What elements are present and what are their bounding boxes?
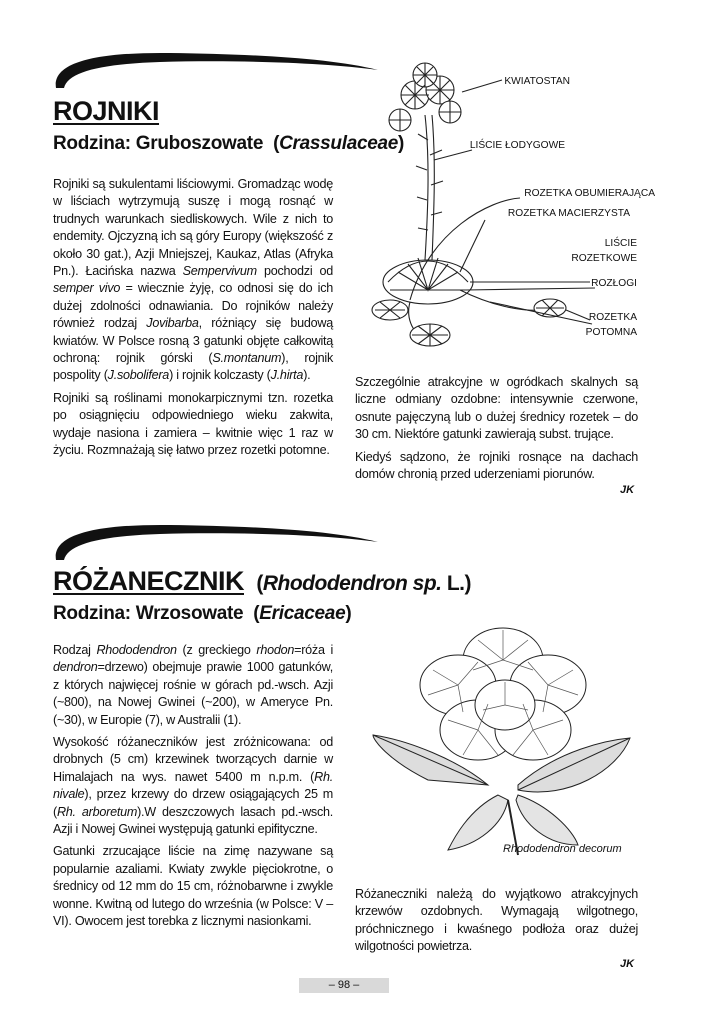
rojniki-para-1: Rojniki są sukulentami liściowymi. Gromadząc wodę w liściach wytrzymują suszę i mogą rosnąć w trudnych warunkach siedliskowych. Wile z nich to endemity. Ojczyzną ich są góry Europy (większość z około 30 gat.), Azji Mniejszej, Kaukaz, Atlas (Afryka Pn.). Łacińska nazwa Sempervivum pochodzi od semper vivo = wiecznie żyję, co odnosi się do ich dużej zdolności odnawiania. Do rojników należy również rodzaj Jovibarba, różniący się budową kwiatów. W Polsce rosną 3 gatunki objęte całkowitą ochroną: rojnik górski (S.montanum), rojnik pospolity (J.sobolifera) i rojnik kolczasty (J.hirta). [53,177,334,383]
label-rozetka-obumierajaca: ROZETKA OBUMIERAJĄCA [524,188,655,199]
signature-jk-1: JK [620,484,635,496]
label-liscie-rozetkowe: LIŚCIE ROZETKOWE [571,238,637,264]
page-number: – 98 – [299,978,389,993]
rojniki-para-3: Szczególnie atrakcyjne w ogródkach skalnych są liczne odmiany ozdobne: intensywnie czerwone, osnute pajęczyną lub o dużej średnicy rozetek – do 30 cm. Niektóre gatunki zawierają subst. trujące. [355,375,638,442]
label-rozetka-potomna: ROZETKA POTOMNA [585,312,637,338]
rojniki-para-4: Kiedyś sądzono, że rojniki rosnące na dachach domów chronią przed uderzeniami piorunów. [355,449,638,482]
rozanecznik-text-left [53,642,333,936]
swoosh-ornament-1 [50,44,380,94]
signature-jk-2: JK [620,958,635,970]
rozanecznik-para-1: Rodzaj Rhododendron (z greckiego rhodon=róża i dendron=drzewo) obejmuje prawie 1000 gatunków, z których najwięcej rośnie w górach pd.-wsch. Azji (~800), na Nowej Gwinei (~200), w Ameryce Pn. (~30), w Europie (7), w Australii (1). [53,643,334,727]
rozanecznik-text-right [355,886,638,961]
section-title-rozanecznik: RÓŻANECZNIK (Rhododendron sp. L.) [53,566,472,596]
rhododendron-illustration [368,600,633,870]
family-line-rojniki: Rodzina: Gruboszowate (Crassulaceae) [53,133,405,154]
rozanecznik-para-4: Różaneczniki należą do wyjątkowo atrakcyjnych krzewów ozdobnych. Wymagają wilgotnego, próchnicznego i kwaśnego podłoża oraz dużej wilgotności powietrza. [355,887,638,954]
rhododendron-caption: Rhododendron decorum [503,843,622,855]
rozanecznik-para-3: Gatunki zrzucające liście na zimę nazywane są popularnie azaliami. Kwiaty zwykle pięciokrotne, o średnicy od 12 mm do 15 cm, różnobarwne i zwykle wonne. Kwitną od lutego do września (w Polsce: V – VI). Owocem jest torebka z licznymi nasionkami. [53,844,333,929]
section-title-rojniki: ROJNIKI [53,96,160,126]
rozanecznik-para-2: Wysokość różaneczników jest zróżnicowana: od drobnych (5 cm) krzewinek tworzących darnie w Himalajach na wys. nawet 5400 m n.p.m. (Rh. nivale), przez krzewy do drzew osiągających 25 m (Rh. arboretum).W deszczowych lasach pd.-wsch. Azji i Nowej Gwinei występują gatunki epifityczne. [53,735,334,837]
label-kwiatostan: KWIATOSTAN [504,76,570,87]
rojniki-para-2: Rojniki są roślinami monokarpicznymi tzn. rozetka po osiągnięciu odpowiedniego wieku zakwita, wydaje nasiona i zamiera – kwitnie więc 1 raz w życiu. Rozmnażają się łatwo przez rozetki potomne. [53,390,333,458]
label-rozlogi: ROZŁOGI [591,278,637,289]
family-line-rozanecznik: Rodzina: Wrzosowate (Ericaceae) [53,603,352,624]
swoosh-ornament-2 [50,516,380,566]
rojniki-text-left [53,176,333,465]
rojniki-text-right [355,374,638,488]
label-liscie-lodygowe: LIŚCIE ŁODYGOWE [469,140,565,151]
label-rozetka-macierzysta: ROZETKA MACIERZYSTA [507,208,630,219]
